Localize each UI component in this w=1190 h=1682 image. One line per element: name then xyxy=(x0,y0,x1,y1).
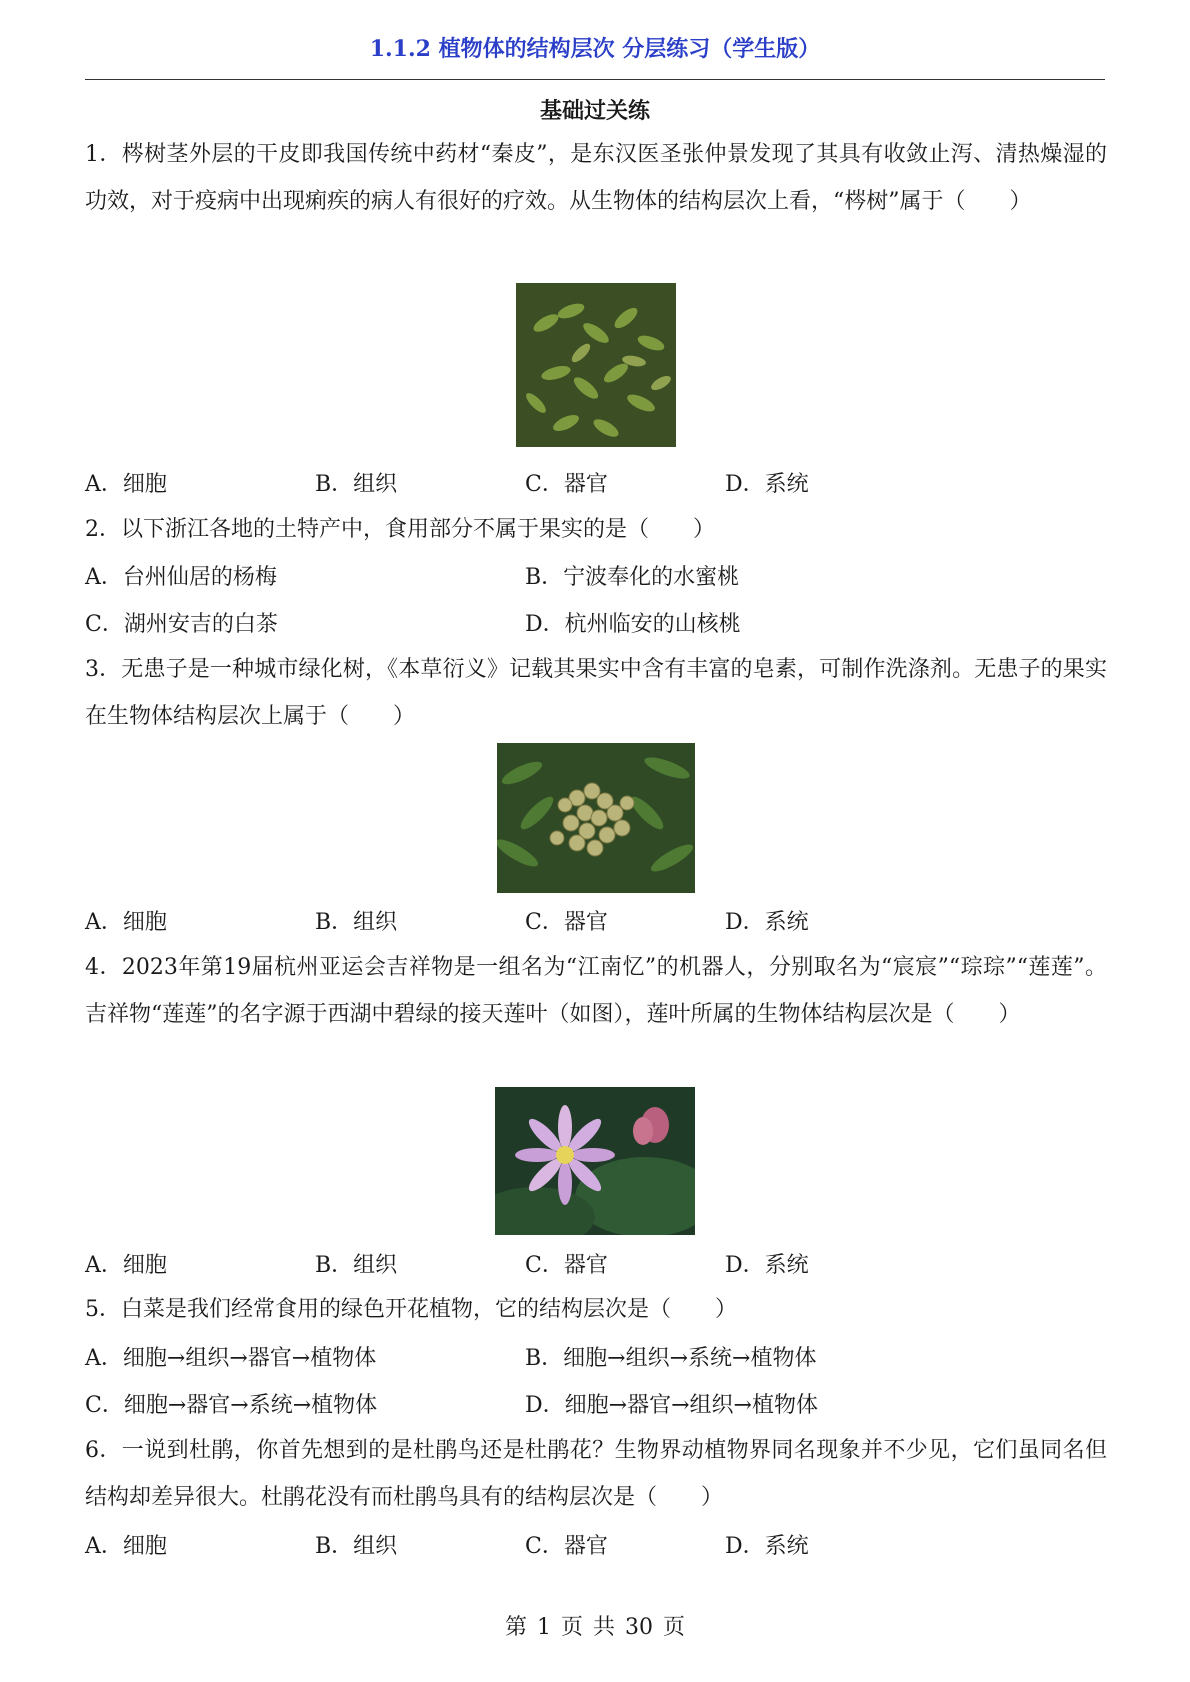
option-d: D．系统 xyxy=(725,910,809,935)
question-4-text: 4．2023年第19届杭州亚运会吉祥物是一组名为“江南忆”的机器人，分别取名为“宸宸”“琮琮”“莲莲”。吉祥物“莲莲”的名字源于西湖中碧绿的接天莲叶（如图），莲叶所属的生物体结构层次是（ ） xyxy=(85,955,1107,1027)
option-b: B．细胞→组织→系统→植物体 xyxy=(525,1346,817,1371)
question-3-text: 3．无患子是一种城市绿化树，《本草衍义》记载其果实中含有丰富的皂素，可制作洗涤剂。无患子的果实在生物体结构层次上属于（ ） xyxy=(85,657,1107,729)
option-d: D．系统 xyxy=(725,1534,809,1559)
option-d: D．杭州临安的山核桃 xyxy=(525,612,741,637)
total-pages: 30 xyxy=(625,1615,654,1640)
section-title: 基础过关练 xyxy=(539,98,650,124)
option-c: C．器官 xyxy=(525,910,608,935)
question-6-options xyxy=(85,1529,1105,1569)
option-d: D．细胞→器官→组织→植物体 xyxy=(525,1393,818,1418)
option-a: A．细胞→组织→器官→植物体 xyxy=(85,1346,377,1371)
question-1-text: 1．梣树茎外层的干皮即我国传统中药材“秦皮”，是东汉医圣张仲景发现了其具有收敛止泻、清热燥湿的功效，对于疫病中出现痢疾的病人有很好的疗效。从生物体的结构层次上看，“梣树”属于（ ） xyxy=(85,142,1107,214)
option-d: D．系统 xyxy=(725,1253,809,1278)
option-c: C．细胞→器官→系统→植物体 xyxy=(85,1393,378,1418)
option-b: B．宁波奉化的水蜜桃 xyxy=(525,565,740,590)
option-b: B．组织 xyxy=(315,472,398,497)
document-title: 1.1.2 植物体的结构层次 分层练习（学生版） xyxy=(369,36,821,62)
question-2-options-row-2 xyxy=(85,607,1105,647)
page-label-end: 页 xyxy=(560,1615,583,1640)
option-c: C．湖州安吉的白茶 xyxy=(85,612,278,637)
total-label-end: 页 xyxy=(663,1615,686,1640)
page-label: 第 xyxy=(504,1615,527,1640)
option-b: B．组织 xyxy=(315,910,398,935)
option-a: A．细胞 xyxy=(85,1253,167,1278)
question-3-options xyxy=(85,905,1105,945)
total-label: 共 xyxy=(593,1615,616,1640)
page-number: 1 xyxy=(536,1615,551,1640)
question-6-text: 6．一说到杜鹃，你首先想到的是杜鹃鸟还是杜鹃花？生物界动植物界同名现象并不少见，它们虽同名但结构却差异很大。杜鹃花没有而杜鹃鸟具有的结构层次是（ ） xyxy=(85,1438,1107,1510)
question-5-options-row-2 xyxy=(85,1388,1105,1428)
question-5-options-row-1 xyxy=(85,1341,1105,1381)
question-5-text: 5．白菜是我们经常食用的绿色开花植物，它的结构层次是（ ） xyxy=(85,1297,737,1322)
option-a: A．台州仙居的杨梅 xyxy=(85,565,277,590)
question-2-options-row-1 xyxy=(85,560,1105,600)
page-footer xyxy=(0,1610,1190,1641)
option-b: B．组织 xyxy=(315,1253,398,1278)
question-4-options xyxy=(85,1248,1105,1288)
option-b: B．组织 xyxy=(315,1534,398,1559)
lotus-flower-image xyxy=(495,1087,695,1235)
question-2-text: 2．以下浙江各地的土特产中，食用部分不属于果实的是（ ） xyxy=(85,517,715,542)
option-a: A．细胞 xyxy=(85,910,167,935)
question-1-options xyxy=(85,467,1105,507)
option-d: D．系统 xyxy=(725,472,809,497)
option-a: A．细胞 xyxy=(85,1534,167,1559)
option-c: C．器官 xyxy=(525,1534,608,1559)
header-divider xyxy=(85,79,1105,80)
option-c: C．器官 xyxy=(525,1253,608,1278)
ash-tree-leaves-image xyxy=(516,283,676,447)
soapberry-fruit-image xyxy=(497,743,695,893)
option-a: A．细胞 xyxy=(85,472,167,497)
option-c: C．器官 xyxy=(525,472,608,497)
